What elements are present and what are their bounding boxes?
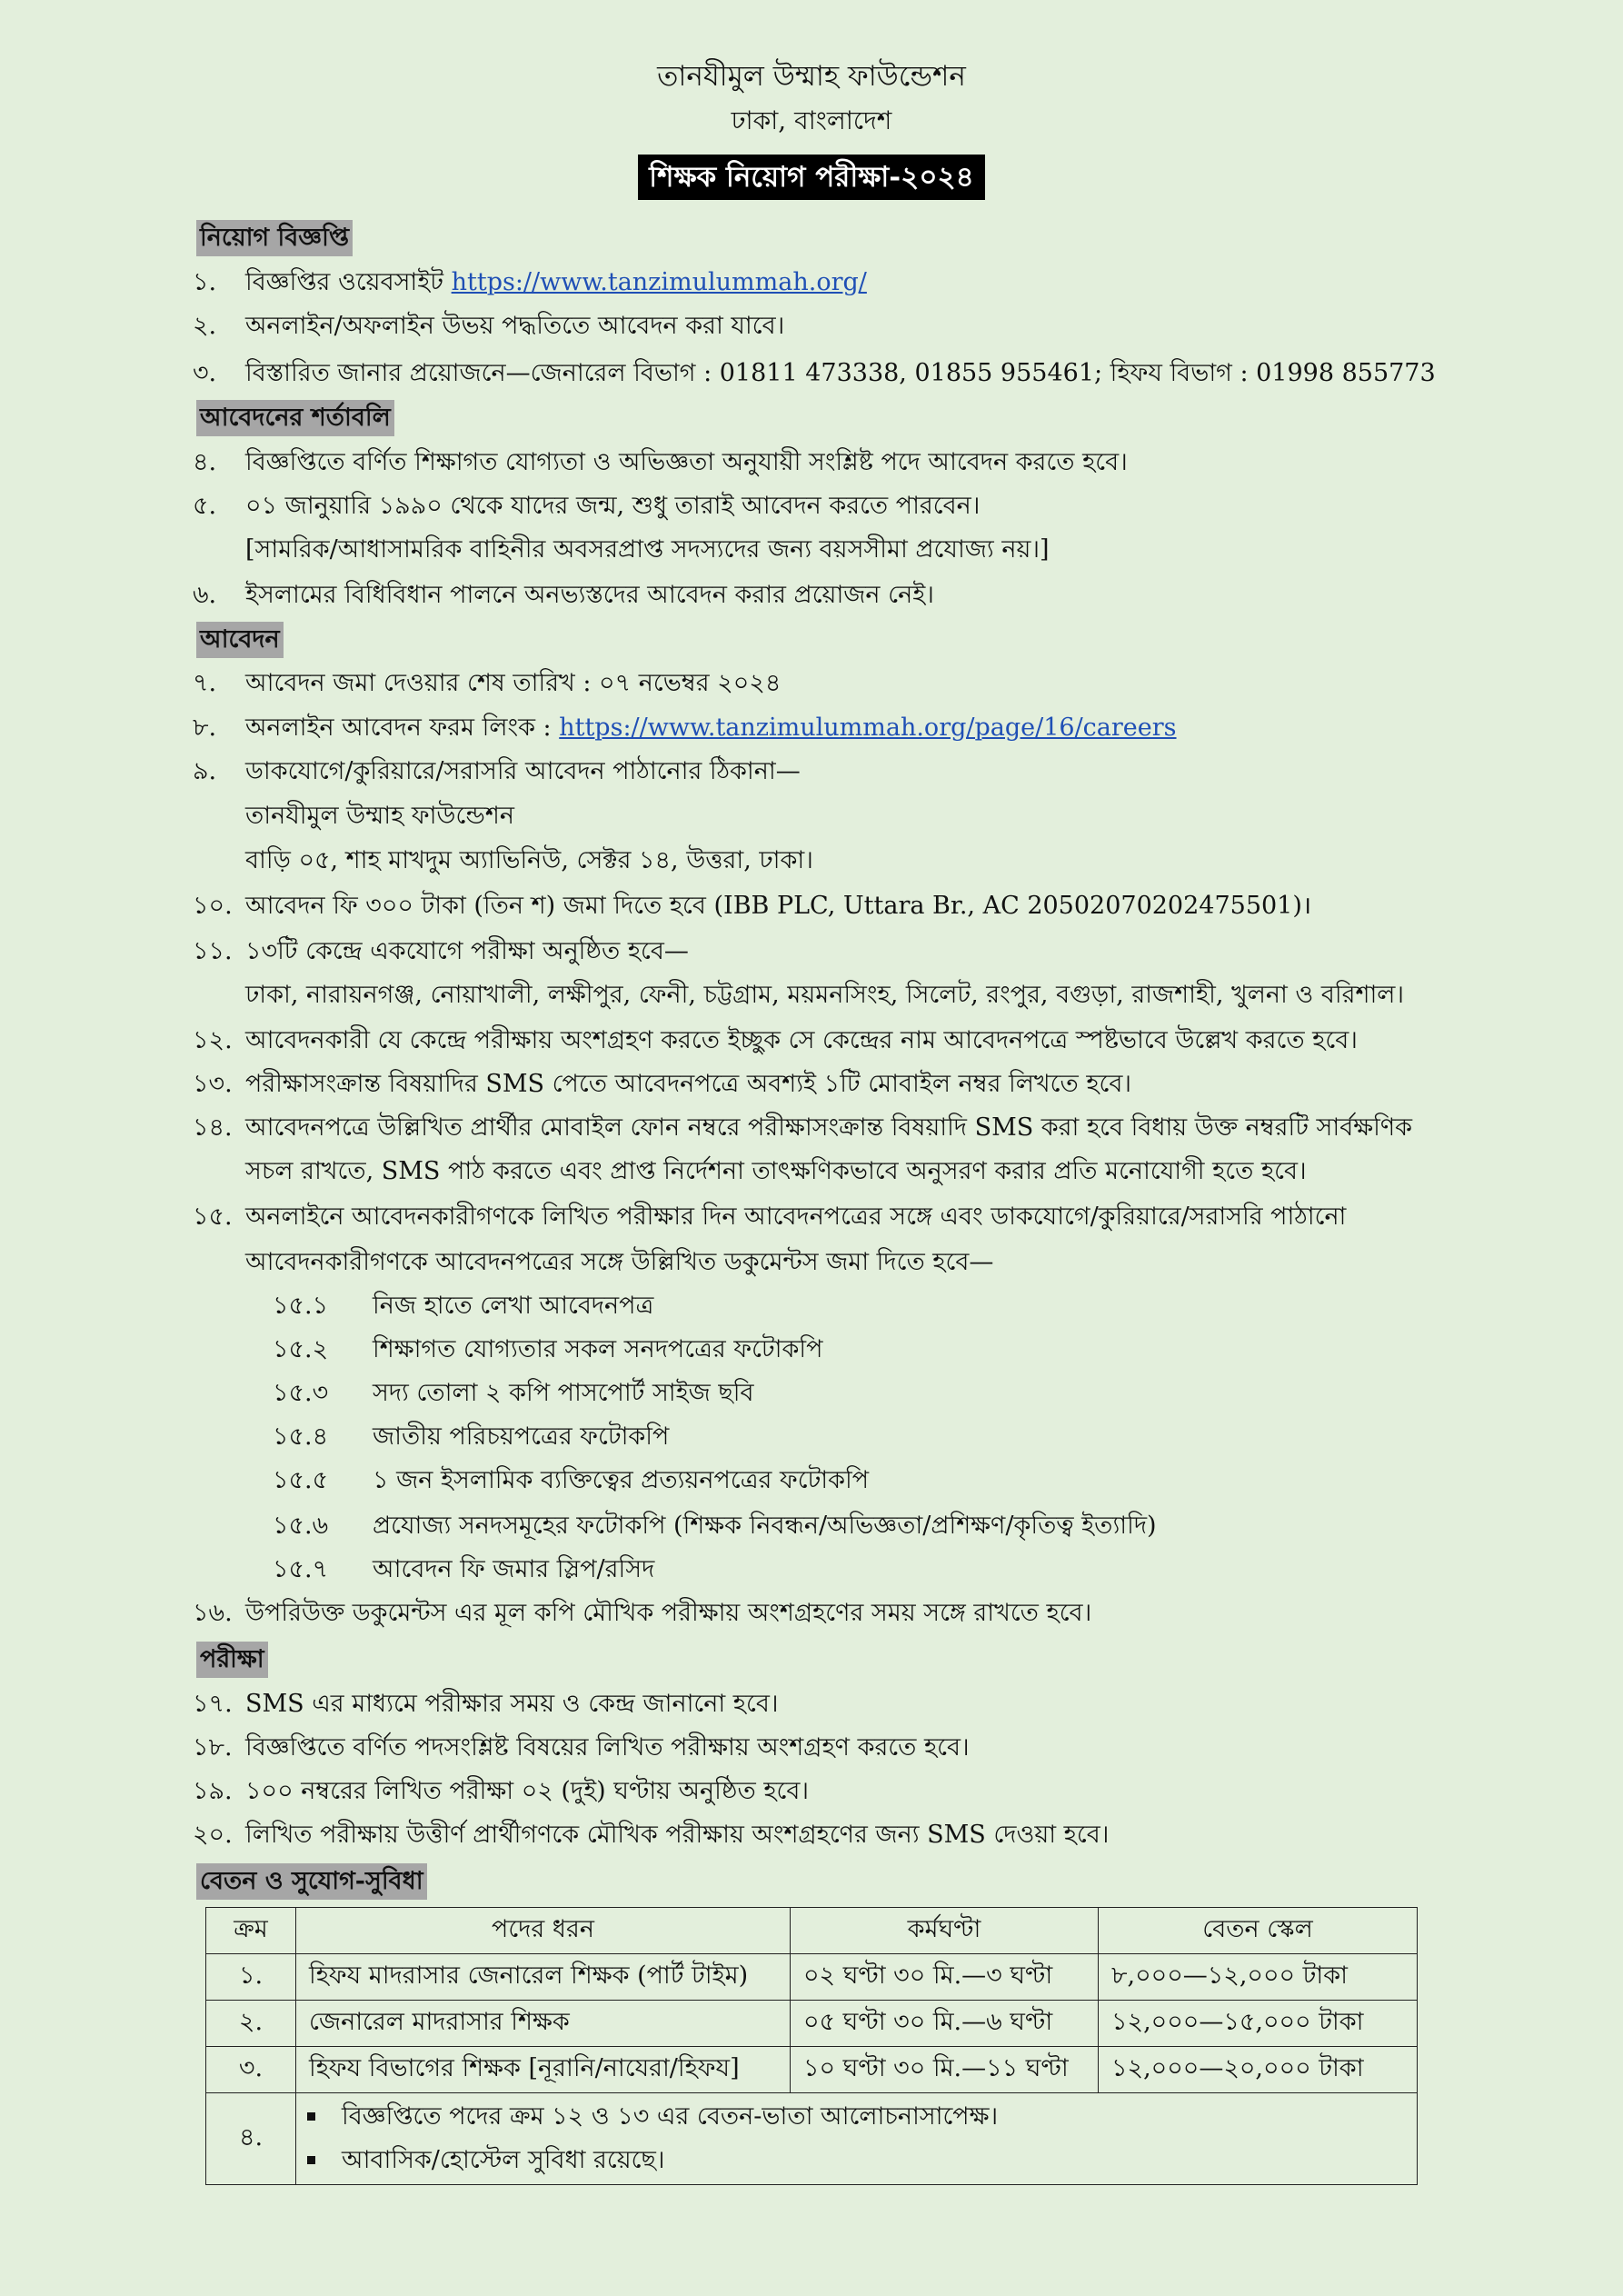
item-text: বিস্তারিত জানার প্রয়োজনে—জেনারেল বিভাগ : 01811 473338, 01855 955461; হিফয বিভাগ : 01998 855773 [245, 359, 1436, 387]
column-header-hours: কর্মঘণ্টা [791, 1908, 1099, 1954]
document-text: ১ জন ইসলামিক ব্যক্তিত্বের প্রত্যয়নপত্রের ফটোকপি [373, 1466, 870, 1494]
cell-serial: ১. [206, 1954, 296, 2001]
section-heading-salary: বেতন ও সুযোগ-সুবিধা [196, 1863, 427, 1900]
list-item [193, 1111, 1429, 1145]
table-header-row [206, 1908, 1418, 1954]
list-item [193, 1596, 1429, 1631]
document-text: নিজ হাতে লেখা আবেদনপত্র [373, 1292, 654, 1320]
table-row [206, 2001, 1418, 2047]
item-text: আবেদন ফি ৩০০ টাকা (তিন শ) জমা দিতে হবে (IBB PLC, Uttara Br., AC 20502070202475501)। [245, 892, 1312, 920]
item-number: ৪. [193, 448, 217, 476]
title-wrapper [0, 155, 1623, 200]
list-item [193, 489, 1429, 524]
list-item [193, 265, 1429, 300]
document-number: ১৫.২ [273, 1335, 329, 1363]
item-number: ১৮. [193, 1733, 233, 1762]
item-text: উপরিউক্ত ডকুমেন্টস এর মূল কপি মৌখিক পরীক্ষায় অংশগ্রহণের সময় সঙ্গে রাখতে হবে। [245, 1599, 1092, 1627]
table-row [206, 2047, 1418, 2093]
item-continuation: ঢাকা, নারায়নগঞ্জ, নোয়াখালী, লক্ষীপুর, ফেনী, চট্টগ্রাম, ময়মনসিংহ, সিলেট, রংপুর, বগুড়া, রাজশাহী, খুলনা ও বরিশাল। [245, 981, 1405, 1009]
list-item [193, 1731, 1429, 1765]
cell-salary: ১২,০০০—২০,০০০ টাকা [1099, 2047, 1418, 2093]
document-text: জাতীয় পরিচয়পত্রের ফটোকপি [373, 1423, 670, 1451]
column-header-serial: ক্রম [206, 1908, 296, 1954]
document-item [273, 1420, 669, 1454]
item-text: SMS এর মাধ্যমে পরীক্ষার সময় ও কেন্দ্র জানানো হবে। [245, 1690, 779, 1718]
item-number: ১৫. [193, 1203, 233, 1231]
note-item [296, 2095, 1417, 2139]
document-number: ১৫.৭ [273, 1555, 329, 1583]
list-item [193, 666, 1429, 701]
document-number: ১৫.৫ [273, 1466, 329, 1494]
item-text: অনলাইন/অফলাইন উভয় পদ্ধতিতে আবেদন করা যাবে। [245, 312, 785, 340]
note-text: আবাসিক/হোস্টেল সুবিধা রয়েছে। [342, 2146, 665, 2174]
organization-name: তানযীমুল উম্মাহ ফাউন্ডেশন [657, 60, 966, 93]
document-text: শিক্ষাগত যোগ্যতার সকল সনদপত্রের ফটোকপি [373, 1335, 823, 1363]
list-item [193, 711, 1429, 745]
item-number: ১২. [193, 1026, 233, 1054]
section-heading-exam: পরীক্ষা [196, 1642, 268, 1678]
document-item [273, 1552, 654, 1587]
document-number: ১৫.১ [273, 1292, 329, 1320]
document-item [273, 1333, 822, 1367]
document-number: ১৫.৪ [273, 1423, 329, 1451]
note-item [296, 2139, 1417, 2182]
document-item [273, 1463, 869, 1498]
document-item [273, 1509, 1157, 1543]
item-text: ডাকযোগে/কুরিয়ারে/সরাসরি আবেদন পাঠানোর ঠিকানা— [245, 757, 801, 785]
item-text: ১৩টি কেন্দ্রে একযোগে পরীক্ষা অনুষ্ঠিত হবে— [245, 937, 689, 965]
item-text: বিজ্ঞপ্তির ওয়েবসাইট [245, 268, 452, 296]
notes-list [296, 2095, 1417, 2182]
item-number: ১৯. [193, 1777, 233, 1805]
item-number: ৯. [193, 757, 217, 785]
item-text: ১০০ নম্বরের লিখিত পরীক্ষা ০২ (দুই) ঘণ্টায় অনুষ্ঠিত হবে। [245, 1777, 810, 1805]
list-item [193, 309, 1429, 344]
list-item [193, 754, 1429, 789]
item-text: আবেদনকারী যে কেন্দ্রে পরীক্ষায় অংশগ্রহণ করতে ইচ্ছুক সে কেন্দ্রের নাম আবেদনপত্রে স্পষ্টভাবে উল্লেখ করতে হবে। [245, 1026, 1358, 1054]
item-number: ৮. [193, 714, 217, 742]
document-item [273, 1289, 653, 1323]
section-heading-notice: নিয়োগ বিজ্ঞপ্তি [196, 220, 353, 256]
cell-serial: ৩. [206, 2047, 296, 2093]
document-number: ১৫.৩ [273, 1379, 329, 1407]
cell-notes [296, 2093, 1418, 2185]
item-text: ০১ জানুয়ারি ১৯৯০ থেকে যাদের জন্ম, শুধু তারাই আবেদন করতে পারবেন। [245, 492, 981, 520]
item-number: ৩. [193, 359, 217, 387]
list-item [193, 1200, 1429, 1234]
document-number: ১৫.৬ [273, 1512, 329, 1540]
cell-position: জেনারেল মাদরাসার শিক্ষক [296, 2001, 791, 2047]
item-number: ৫. [193, 492, 217, 520]
document-text: আবেদন ফি জমার স্লিপ/রসিদ [373, 1555, 655, 1583]
table-row [206, 1954, 1418, 2001]
cell-hours: ০২ ঘণ্টা ৩০ মি.—৩ ঘণ্টা [791, 1954, 1099, 2001]
list-item [193, 934, 1429, 969]
cell-salary: ৮,০০০—১২,০০০ টাকা [1099, 1954, 1418, 2001]
item-continuation: বাড়ি ০৫, শাহ মাখদুম অ্যাভিনিউ, সেক্টর ১৪, উত্তরা, ঢাকা। [245, 846, 813, 874]
cell-serial: ২. [206, 2001, 296, 2047]
list-item [193, 578, 1429, 613]
section-heading-application: আবেদন [196, 622, 284, 658]
item-text: অনলাইনে আবেদনকারীগণকে লিখিত পরীক্ষার দিন আবেদনপত্রের সঙ্গে এবং ডাকযোগে/কুরিয়ারে/সরাসরি পাঠানো [245, 1203, 1347, 1231]
item-text: অনলাইন আবেদন ফরম লিংক : [245, 714, 560, 742]
section-heading-conditions: আবেদনের শর্তাবলি [196, 400, 394, 436]
list-item [193, 1818, 1429, 1852]
item-continuation: আবেদনকারীগণকে আবেদনপত্রের সঙ্গে উল্লিখিত ডকুমেন্টস জমা দিতে হবে— [245, 1248, 994, 1276]
list-item [193, 356, 1436, 391]
document-item [273, 1376, 754, 1411]
list-item [193, 1067, 1429, 1102]
cell-hours: ১০ ঘণ্টা ৩০ মি.—১১ ঘণ্টা [791, 2047, 1099, 2093]
item-continuation: তানযীমুল উম্মাহ ফাউন্ডেশন [245, 802, 514, 830]
item-number: ১৩. [193, 1070, 233, 1098]
item-number: ৬. [193, 581, 217, 609]
list-item [193, 1687, 1429, 1722]
list-item [193, 889, 1429, 923]
item-text: আবেদনপত্রে উল্লিখিত প্রার্থীর মোবাইল ফোন নম্বরে পরীক্ষাসংক্রান্ত বিষয়াদি SMS করা হবে বিধায় উক্ত নম্বরটি সার্বক্ষণিক [245, 1113, 1413, 1142]
organization-location: ঢাকা, বাংলাদেশ [731, 105, 892, 135]
salary-table [205, 1907, 1418, 2185]
bullet-icon [307, 2112, 315, 2121]
document-text: সদ্য তোলা ২ কপি পাসপোর্ট সাইজ ছবি [373, 1379, 754, 1407]
cell-salary: ১২,০০০—১৫,০০০ টাকা [1099, 2001, 1418, 2047]
item-text: ইসলামের বিধিবিধান পালনে অনভ্যস্তদের আবেদন করার প্রয়োজন নেই। [245, 581, 934, 609]
bullet-icon [307, 2156, 315, 2164]
item-text: আবেদন জমা দেওয়ার শেষ তারিখ : ০৭ নভেম্বর ২০২৪ [245, 669, 782, 697]
item-number: ২০. [193, 1821, 233, 1849]
note-text: বিজ্ঞপ্তিতে পদের ক্রম ১২ ও ১৩ এর বেতন-ভাতা আলোচনাসাপেক্ষ। [342, 2102, 999, 2131]
item-text: পরীক্ষাসংক্রান্ত বিষয়াদির SMS পেতে আবেদনপত্রে অবশ্যই ১টি মোবাইল নম্বর লিখতে হবে। [245, 1070, 1132, 1098]
list-item [193, 445, 1429, 480]
table-note-row [206, 2093, 1418, 2185]
item-number: ১১. [193, 937, 233, 965]
list-item [193, 1023, 1429, 1058]
item-continuation: [সামরিক/আধাসামরিক বাহিনীর অবসরপ্রাপ্ত সদস্যদের জন্য বয়সসীমা প্রযোজ্য নয়।] [245, 535, 1050, 564]
cell-position: হিফয মাদরাসার জেনারেল শিক্ষক (পার্ট টাইম) [296, 1954, 791, 2001]
item-number: ৭. [193, 669, 217, 697]
item-continuation: সচল রাখতে, SMS পাঠ করতে এবং প্রাপ্ত নির্দেশনা তাৎক্ষণিকভাবে অনুসরণ করার প্রতি মনোযোগী হতে হবে। [245, 1157, 1307, 1185]
list-item [193, 1774, 1429, 1809]
item-text: লিখিত পরীক্ষায় উত্তীর্ণ প্রার্থীগণকে মৌখিক পরীক্ষায় অংশগ্রহণের জন্য SMS দেওয়া হবে। [245, 1821, 1110, 1849]
cell-position: হিফয বিভাগের শিক্ষক [নূরানি/নাযেরা/হিফয] [296, 2047, 791, 2093]
cell-hours: ০৫ ঘণ্টা ৩০ মি.—৬ ঘণ্টা [791, 2001, 1099, 2047]
item-number: ১. [193, 268, 217, 296]
item-number: ১৪. [193, 1113, 233, 1142]
column-header-position: পদের ধরন [296, 1908, 791, 1954]
item-number: ২. [193, 312, 217, 340]
document-title: শিক্ষক নিয়োগ পরীক্ষা-২০২৪ [638, 155, 985, 200]
column-header-salary: বেতন স্কেল [1099, 1908, 1418, 1954]
item-text: বিজ্ঞপ্তিতে বর্ণিত শিক্ষাগত যোগ্যতা ও অভিজ্ঞতা অনুযায়ী সংশ্লিষ্ট পদে আবেদন করতে হবে। [245, 448, 1128, 476]
item-number: ১০. [193, 892, 233, 920]
item-number: ১৬. [193, 1599, 233, 1627]
document-text: প্রযোজ্য সনদসমূহের ফটোকপি (শিক্ষক নিবন্ধন/অভিজ্ঞতা/প্রশিক্ষণ/কৃতিত্ব ইত্যাদি) [373, 1512, 1157, 1540]
application-form-link[interactable]: https://www.tanzimulummah.org/page/16/careers [559, 714, 1177, 742]
website-link[interactable]: https://www.tanzimulummah.org/ [451, 268, 867, 296]
cell-serial: ৪. [206, 2093, 296, 2185]
item-text: বিজ্ঞপ্তিতে বর্ণিত পদসংশ্লিষ্ট বিষয়ের লিখিত পরীক্ষায় অংশগ্রহণ করতে হবে। [245, 1733, 970, 1762]
item-number: ১৭. [193, 1690, 233, 1718]
